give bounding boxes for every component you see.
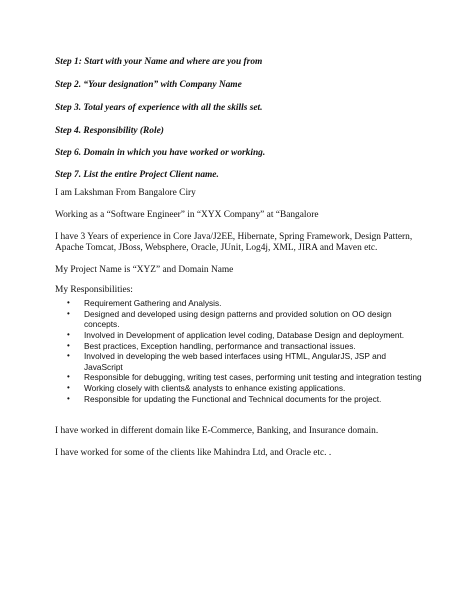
bullet-icon: • (67, 351, 70, 361)
list-item-text: Best practices, Exception handling, performance and transactional issues. (84, 340, 356, 351)
step-3: Step 3. Total years of experience with all the skills set. (55, 103, 263, 113)
responsibilities-heading: My Responsibilities: (55, 285, 133, 295)
list-item (55, 298, 425, 308)
working-as-paragraph: Working as a “Software Engineer” in “XYX Company” at “Bangalore (55, 210, 319, 220)
intro-paragraph: I am Lakshman From Bangalore Ciry (55, 188, 196, 198)
list-item-text: Responsible for updating the Functional and Technical documents for the project. (84, 393, 382, 404)
responsibilities-list (55, 298, 425, 405)
bullet-icon: • (67, 298, 70, 307)
step-7: Step 7. List the entire Project Client name. (55, 170, 219, 180)
list-item (55, 383, 425, 393)
list-item-text: Involved in Development of application level coding, Database Design and deployment. (84, 329, 405, 340)
list-item-text: Working closely with clients& analysts to enhance existing applications. (84, 383, 346, 394)
bullet-icon: • (67, 383, 70, 393)
project-paragraph: My Project Name is “XYZ” and Domain Name (55, 265, 234, 275)
bullet-icon: • (67, 393, 70, 403)
bullet-icon: • (67, 372, 70, 382)
list-item (55, 341, 425, 351)
list-item (55, 394, 425, 404)
list-item-text: Requirement Gathering and Analysis. (84, 298, 222, 308)
domains-paragraph: I have worked in different domain like E-Commerce, Banking, and Insurance domain. (55, 426, 379, 436)
experience-paragraph: I have 3 Years of experience in Core Java/J2EE, Hibernate, Spring Framework, Design Pattern, Apache Tomcat, JBoss, Websphere, Oracle, JUnit, Log4j, XML, JIRA and Maven etc. (55, 232, 413, 254)
list-item-text: Involved in developing the web based interfaces using HTML, AngularJS, JSP and JavaScript (84, 351, 386, 372)
list-item (55, 351, 425, 371)
bullet-icon: • (67, 340, 70, 350)
bullet-icon: • (67, 308, 70, 318)
list-item-text: Designed and developed using design patterns and provided solution on OO design concepts. (84, 308, 392, 329)
step-4: Step 4. Responsibility (Role) (55, 126, 164, 136)
step-2: Step 2. “Your designation” with Company Name (55, 80, 242, 90)
list-item (55, 309, 425, 329)
list-item (55, 330, 425, 340)
bullet-icon: • (67, 329, 70, 339)
step-1: Step 1: Start with your Name and where are you from (55, 57, 263, 67)
list-item-text: Responsible for debugging, writing test cases, performing unit testing and integration testing (84, 372, 422, 383)
clients-paragraph: I have worked for some of the clients like Mahindra Ltd, and Oracle etc. . (55, 448, 332, 458)
step-6: Step 6. Domain in which you have worked or working. (55, 148, 266, 158)
list-item (55, 372, 425, 382)
